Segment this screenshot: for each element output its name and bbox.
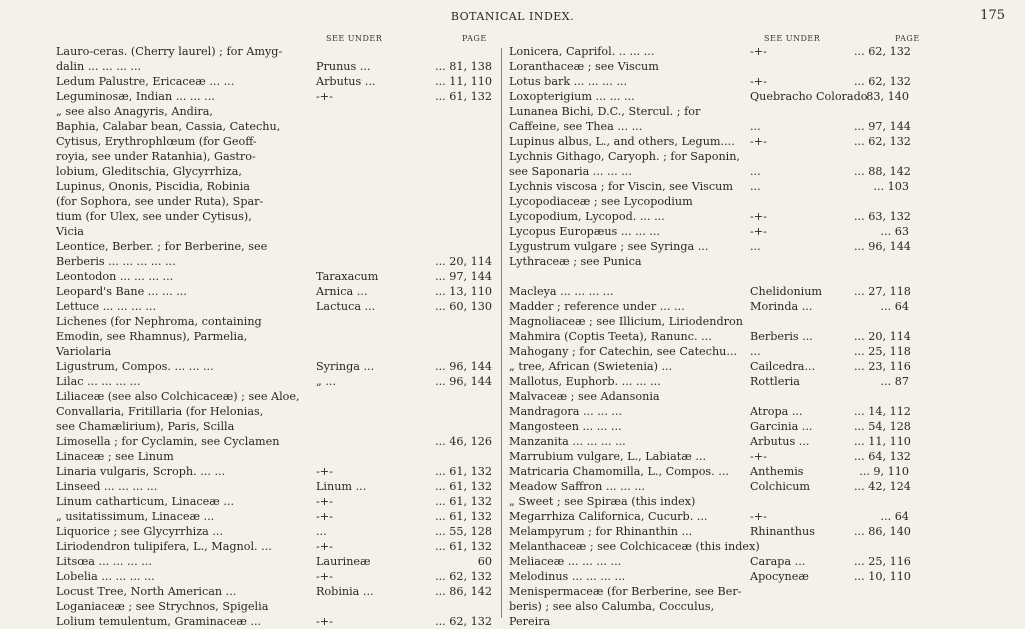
entry-text: Marrubium vulgare, L., Labiatæ ... (509, 450, 706, 463)
entry-text: Matricaria Chamomilla, L., Compos. ... (509, 465, 729, 478)
entry-text: Leguminosæ, Indian ... ... ... (56, 90, 215, 103)
entry-text: Meliaceæ ... ... ... ... (509, 555, 622, 568)
page-ref: ... 61, 132 (435, 495, 492, 508)
index-entry (509, 359, 909, 374)
page-ref: ... 96, 144 (435, 360, 492, 373)
see-under: -+- (316, 510, 333, 523)
entry-text: Macleya ... ... ... ... (509, 285, 614, 298)
page-ref: ... 20, 114 (435, 255, 492, 268)
index-entry (56, 359, 492, 374)
entry-text: Mallotus, Euphorb. ... ... ... (509, 375, 661, 388)
entry-text: Vicia (56, 225, 84, 238)
index-entry (56, 569, 492, 584)
index-entry (509, 149, 909, 164)
index-entry (509, 539, 909, 554)
page-ref: ... 63, 132 (854, 210, 911, 223)
see-under: Carapa ... (750, 555, 806, 568)
index-entry (509, 284, 909, 299)
see-under: Cailcedra... (750, 360, 816, 373)
index-entry (509, 119, 909, 134)
index-entry (56, 104, 492, 119)
index-entry (56, 209, 492, 224)
index-entry (509, 449, 909, 464)
index-entry (56, 59, 492, 74)
see-under: ... (750, 240, 761, 253)
entry-text: Lonicera, Caprifol. .. ... ... (509, 45, 655, 58)
index-entry (509, 344, 909, 359)
see-under: -+- (750, 225, 767, 238)
page-ref: ... 60, 130 (435, 300, 492, 313)
entry-text: Liquorice ; see Glycyrrhiza ... (56, 525, 224, 538)
index-entry (509, 314, 909, 329)
page-ref: ... 62, 132 (435, 570, 492, 583)
page-ref: ... 97, 144 (435, 270, 492, 283)
see-under: -+- (750, 135, 767, 148)
see-under: -+- (316, 90, 333, 103)
entry-text: Loranthaceæ ; see Viscum (509, 60, 659, 73)
see-under: ... (750, 120, 761, 133)
entry-text: Mangosteen ... ... ... (509, 420, 622, 433)
entry-text: Lycopus Europæus ... ... ... (509, 225, 660, 238)
entry-text: Loxopterigium ... ... ... (509, 90, 635, 103)
entry-text: Pereira (509, 615, 551, 628)
entry-text: Emodin, see Rhamnus), Parmelia, (56, 330, 248, 343)
index-entry (56, 404, 492, 419)
index-entry (56, 584, 492, 599)
entry-text: Cytisus, Erythrophlœum (for Geoff- (56, 135, 257, 148)
index-entry (56, 449, 492, 464)
entry-text: Malvaceæ ; see Adansonia (509, 390, 660, 403)
see-under: -+- (316, 615, 333, 628)
index-entry (56, 149, 492, 164)
entry-text: „ usitatissimum, Linaceæ ... (56, 510, 215, 523)
page-ref: ... 64 (880, 300, 909, 313)
index-entry (56, 269, 492, 284)
left-column (56, 34, 492, 629)
index-entry (509, 554, 909, 569)
index-entry (509, 569, 909, 584)
see-under: -+- (316, 540, 333, 553)
see-under: Arbutus ... (316, 75, 376, 88)
page-ref: ... 23, 116 (854, 360, 911, 373)
entry-text: Meadow Saffron ... ... ... (509, 480, 646, 493)
entry-text: Ligustrum, Compos. ... ... ... (56, 360, 214, 373)
entry-text: (for Sophora, see under Ruta), Spar- (56, 195, 264, 208)
page-ref: ... 97, 144 (854, 120, 911, 133)
page-ref: ... 96, 144 (854, 240, 911, 253)
index-entry (509, 89, 909, 104)
page-ref: ... 11, 110 (854, 435, 911, 448)
page-ref: ... 96, 144 (435, 375, 492, 388)
page-ref: ... 63 (880, 225, 909, 238)
see-under: Berberis ... (750, 330, 813, 343)
index-entry (509, 74, 909, 89)
page-ref: ... 81, 138 (435, 60, 492, 73)
entry-text: Lotus bark ... ... ... ... (509, 75, 628, 88)
index-entry (509, 299, 909, 314)
page-ref: ... 64 (880, 510, 909, 523)
index-entry (509, 404, 909, 419)
index-entry (509, 434, 909, 449)
entry-text: dalin ... ... ... ... (56, 60, 142, 73)
page-ref: ... 61, 132 (435, 465, 492, 478)
entry-text: tium (for Ulex, see under Cytisus), (56, 210, 252, 223)
index-entry (56, 599, 492, 614)
index-entry (509, 269, 909, 284)
index-entry (509, 584, 909, 599)
see-under: Taraxacum (316, 270, 379, 283)
page-ref: ... 61, 132 (435, 480, 492, 493)
entry-text: Leontodon ... ... ... ... (56, 270, 174, 283)
entry-text: Mahmira (Coptis Teeta), Ranunc. ... (509, 330, 712, 343)
entry-text: „ see also Anagyris, Andira, (56, 105, 213, 118)
page-ref: ... 86, 142 (435, 585, 492, 598)
entry-text: Baphia, Calabar bean, Cassia, Catechu, (56, 120, 281, 133)
see-under: -+- (750, 510, 767, 523)
see-under: Quebracho Colorado (750, 90, 868, 103)
entry-text: Melampyrum ; for Rhinanthin ... (509, 525, 693, 538)
entry-text: Litsœa ... ... ... ... (56, 555, 152, 568)
see-under: -+- (316, 495, 333, 508)
index-entry (56, 464, 492, 479)
entry-text: Lychnis viscosa ; for Viscin, see Viscum (509, 180, 734, 193)
index-entry (509, 419, 909, 434)
entry-text: Ledum Palustre, Ericaceæ ... ... (56, 75, 235, 88)
entry-text: Madder ; reference under ... ... (509, 300, 685, 313)
entry-text: Liliaceæ (see also Colchicaceæ) ; see Aloe, (56, 390, 300, 403)
index-entry (56, 164, 492, 179)
see-under: Robinia ... (316, 585, 374, 598)
index-entry (509, 479, 909, 494)
entry-text: Lycopodium, Lycopod. ... ... (509, 210, 665, 223)
page-ref: ... 62, 132 (854, 75, 911, 88)
see-under: Arnica ... (316, 285, 368, 298)
see-under: Anthemis (750, 465, 804, 478)
page-ref: 60 (477, 555, 492, 568)
index-entry (56, 44, 492, 59)
entry-text: Manzanita ... ... ... ... (509, 435, 626, 448)
page-ref: ... 42, 124 (854, 480, 911, 493)
index-entry (56, 509, 492, 524)
entry-text: Lychnis Githago, Caryoph. ; for Saponin, (509, 150, 740, 163)
see-under-heading: SEE UNDER (326, 34, 383, 43)
entry-text: Lythraceæ ; see Punica (509, 255, 642, 268)
index-entry (56, 344, 492, 359)
index-entry (56, 254, 492, 269)
see-under: ... (750, 165, 761, 178)
entry-text: Lycopodiaceæ ; see Lycopodium (509, 195, 693, 208)
page-ref: ... 54, 128 (854, 420, 911, 433)
entry-text: Berberis ... ... ... ... ... (56, 255, 176, 268)
entry-text: Melodinus ... ... ... ... (509, 570, 626, 583)
entry-text: Mahogany ; for Catechin, see Catechu... (509, 345, 738, 358)
entry-text: Leontice, Berber. ; for Berberine, see (56, 240, 268, 253)
right-column (509, 34, 920, 629)
index-entry (509, 599, 909, 614)
entry-text: see Saponaria ... ... ... (509, 165, 632, 178)
index-entry (509, 614, 909, 629)
index-entry (509, 374, 909, 389)
index-entry (509, 194, 909, 209)
entry-text: Caffeine, see Thea ... ... (509, 120, 643, 133)
entry-text: Lobelia ... ... ... ... (56, 570, 155, 583)
page-ref: ... 55, 128 (435, 525, 492, 538)
see-under: Lactuca ... (316, 300, 376, 313)
entry-text: Locust Tree, North American ... (56, 585, 237, 598)
page-ref: ... 86, 140 (854, 525, 911, 538)
entry-text: „ Sweet ; see Spiræa (this index) (509, 495, 696, 508)
see-under: ... (750, 180, 761, 193)
see-under: -+- (750, 45, 767, 58)
see-under: Colchicum (750, 480, 811, 493)
see-under-heading: SEE UNDER (764, 34, 821, 43)
entry-text: Lunanea Bichi, D.C., Stercul. ; for (509, 105, 701, 118)
index-entry (509, 134, 909, 149)
index-entry (509, 524, 909, 539)
see-under: Arbutus ... (750, 435, 810, 448)
index-entry (509, 59, 909, 74)
page-ref: ... 46, 126 (435, 435, 492, 448)
index-entry (509, 464, 909, 479)
page-ref: ... 87 (880, 375, 909, 388)
index-entry (509, 494, 909, 509)
page-ref: ... 20, 114 (854, 330, 911, 343)
see-under: Apocyneæ (750, 570, 809, 583)
see-under: Atropa ... (750, 405, 803, 418)
entry-text: Linaria vulgaris, Scroph. ... ... (56, 465, 226, 478)
index-entry (56, 284, 492, 299)
page-ref: ... 62, 132 (435, 615, 492, 628)
see-under: Syringa ... (316, 360, 375, 373)
entry-text: see Chamælirium), Paris, Scilla (56, 420, 235, 433)
see-under: -+- (750, 75, 767, 88)
column-divider (501, 48, 502, 618)
entry-text: Lupinus, Ononis, Piscidia, Robinia (56, 180, 250, 193)
index-entry (56, 194, 492, 209)
index-entry (509, 329, 909, 344)
index-entry (56, 389, 492, 404)
index-entry (509, 209, 909, 224)
index-entry (56, 224, 492, 239)
see-under: Linum ... (316, 480, 367, 493)
page-ref: ... 25, 116 (854, 555, 911, 568)
page-ref: ... 62, 132 (854, 135, 911, 148)
see-under: Laurineæ (316, 555, 371, 568)
page-heading: PAGE (462, 34, 487, 43)
entry-text: lobium, Gleditschia, Glycyrrhiza, (56, 165, 242, 178)
entry-text: Melanthaceæ ; see Colchicaceæ (this index) (509, 540, 760, 553)
entry-text: Variolaria (56, 345, 112, 358)
entry-text: Lettuce ... ... ... ... (56, 300, 157, 313)
entry-text: Magnoliaceæ ; see Illicium, Liriodendron (509, 315, 743, 328)
entry-text: Lauro-ceras. (Cherry laurel) ; for Amyg- (56, 45, 283, 58)
index-entry (56, 494, 492, 509)
index-entry (509, 104, 909, 119)
page-heading: PAGE (895, 34, 920, 43)
index-entry (56, 539, 492, 554)
index-entry (509, 179, 909, 194)
running-head (0, 6, 1025, 26)
index-entry (56, 299, 492, 314)
see-under: „ ... (316, 375, 337, 388)
page-ref: ... 61, 132 (435, 510, 492, 523)
page-ref: ... 62, 132 (854, 45, 911, 58)
see-under: ... (750, 345, 761, 358)
see-under: Garcinia ... (750, 420, 813, 433)
page-number: 175 (980, 8, 1005, 23)
index-entry (56, 419, 492, 434)
entry-text: Limosella ; for Cyclamin, see Cyclamen (56, 435, 280, 448)
page-ref: ... 103 (873, 180, 909, 193)
index-entry (56, 179, 492, 194)
see-under: -+- (316, 570, 333, 583)
entry-text: Loganiaceæ ; see Strychnos, Spigelia (56, 600, 269, 613)
entry-text: royia, see under Ratanhia), Gastro- (56, 150, 256, 163)
see-under: Chelidonium (750, 285, 823, 298)
entry-text: Lilac ... ... ... ... (56, 375, 141, 388)
see-under: Rottleria (750, 375, 800, 388)
index-entry (509, 509, 909, 524)
index-entry (56, 239, 492, 254)
index-entry (509, 254, 909, 269)
entry-text: Convallaria, Fritillaria (for Helonias, (56, 405, 264, 418)
see-under: -+- (750, 450, 767, 463)
see-under: Prunus ... (316, 60, 371, 73)
page-ref: ... 88, 142 (854, 165, 911, 178)
index-entry (56, 119, 492, 134)
index-entry (509, 224, 909, 239)
page-ref: ... 25, 118 (854, 345, 911, 358)
index-entry (509, 164, 909, 179)
index-entry (56, 329, 492, 344)
page-ref: ... 27, 118 (854, 285, 911, 298)
entry-text: Mandragora ... ... ... (509, 405, 623, 418)
see-under: -+- (316, 465, 333, 478)
page-ref: ... 61, 132 (435, 90, 492, 103)
page-ref: ... 10, 110 (854, 570, 911, 583)
entry-text: Leopard's Bane ... ... ... (56, 285, 187, 298)
entry-text: Lygustrum vulgare ; see Syringa ... (509, 240, 709, 253)
see-under: ... (316, 525, 327, 538)
index-entry (56, 479, 492, 494)
entry-text: Linaceæ ; see Linum (56, 450, 174, 463)
index-entry (56, 89, 492, 104)
index-entry (56, 524, 492, 539)
index-entry (509, 389, 909, 404)
page-ref: ... 61, 132 (435, 540, 492, 553)
entry-text: „ tree, African (Swietenia) ... (509, 360, 673, 373)
index-entry (56, 554, 492, 569)
index-entry (56, 314, 492, 329)
index-entry (56, 374, 492, 389)
index-entry (56, 434, 492, 449)
entry-text: Lichenes (for Nephroma, containing (56, 315, 262, 328)
entry-text: Megarrhiza Californica, Cucurb. ... (509, 510, 708, 523)
see-under: Morinda ... (750, 300, 813, 313)
page-ref: ... 11, 110 (435, 75, 492, 88)
index-entry (56, 134, 492, 149)
page-ref: ... 9, 110 (859, 465, 909, 478)
page-ref: ... 13, 110 (435, 285, 492, 298)
entry-text: Linum catharticum, Linaceæ ... (56, 495, 235, 508)
entry-text: Lolium temulentum, Graminaceæ ... (56, 615, 262, 628)
index-entry (56, 74, 492, 89)
index-entry (509, 44, 909, 59)
index-title: BOTANICAL INDEX. (450, 10, 575, 23)
entry-text: Liriodendron tulipifera, L., Magnol. ... (56, 540, 272, 553)
entry-text: beris) ; see also Calumba, Cocculus, (509, 600, 715, 613)
index-entry (56, 614, 492, 629)
entry-text: Menispermaceæ (for Berberine, see Ber- (509, 585, 742, 598)
entry-text: Lupinus albus, L., and others, Legum.... (509, 135, 735, 148)
index-entry (509, 239, 909, 254)
page-ref: ... 14, 112 (854, 405, 911, 418)
entry-text: Linseed ... ... ... ... (56, 480, 158, 493)
see-under: -+- (750, 210, 767, 223)
page-ref: 83, 140 (866, 90, 909, 103)
see-under: Rhinanthus (750, 525, 815, 538)
page-ref: ... 64, 132 (854, 450, 911, 463)
